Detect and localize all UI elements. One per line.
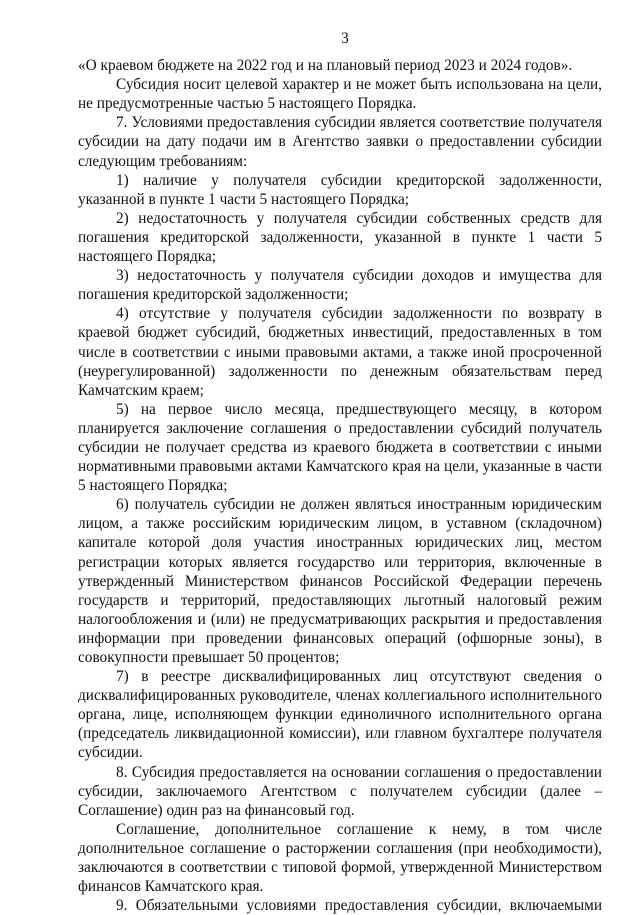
page-number: 3 <box>341 30 349 47</box>
paragraph-requirement-3: 3) недостаточность у получателя субсидии доходов и имущества для погашения кредиторской задолженности; <box>78 267 602 304</box>
paragraph-clause-7: 7. Условиями предоставления субсидии является соответствие получателя субсидии на дату подачи им в Агентство заявки о предоставлении субсидии следующим требованиям: <box>78 114 602 170</box>
paragraph-requirement-6: 6) получатель субсидии не должен являться иностранным юридическим лицом, а также российским юридическим лицом, в уставном (складочном) капитале которой доля участия иностранных юридических лиц, местом регистрации которых является государство или территория, включенные в утвержденный Министерством финансов Российской Федерации перечень государств и территорий, предоставляющих льготный налоговый режим налогообложения и (или) не предусматривающих раскрытия и предоставления информации при проведении финансовых операций (офшорные зоны), в совокупности превышает 50 процентов; <box>78 496 602 666</box>
paragraph-law-title-continuation: «О краевом бюджете на 2022 год и на плановый период 2023 и 2024 годов». <box>78 57 573 75</box>
paragraph-requirement-2: 2) недостаточность у получателя субсидии собственных средств для погашения кредиторской задолженности, указанной в пункте 1 части 5 настоящего Порядка; <box>78 209 602 266</box>
paragraph-requirement-4: 4) отсутствие у получателя субсидии задолженности по возврату в краевой бюджет субсидий, бюджетных инвестиций, предоставленных в том числе в соответствии с иными правовыми актами, а также иной просроченной (неурегулированной) задолженности по денежным обязательствам перед Камчатским краем; <box>78 305 602 399</box>
paragraph-clause-8: 8. Субсидия предоставляется на основании соглашения о предоставлении субсидии, заключаемого Агентством с получателем субсидии (далее – Соглашение) один раз на финансовый год. <box>78 763 602 819</box>
paragraph-requirement-7: 7) в реестре дисквалифицированных лиц отсутствуют сведения о дисквалифицированных руководителе, членах коллегиального исполнительного органа, лице, исполняющем функции единоличного исполнительного органа (председатель ликвидационной комиссии), или главном бухгалтере получателя субсидии. <box>78 668 602 762</box>
paragraph-purpose: Субсидия носит целевой характер и не может быть использована на цели, не предусмотренные частью 5 настоящего Порядка. <box>78 76 602 113</box>
paragraph-agreement: Соглашение, дополнительное соглашение к нему, в том числе дополнительное соглашение о расторжении соглашения (при необходимости), заключаются в соответствии с типовой формой, утвержденной Министерством финансов Камчатского края. <box>78 820 602 896</box>
paragraph-requirement-1: 1) наличие у получателя субсидии кредиторской задолженности, указанной в пункте 1 части 5 настоящего Порядка; <box>78 171 602 208</box>
paragraph-clause-9: 9. Обязательными условиями предоставления субсидии, включаемыми <box>116 897 602 915</box>
paragraph-requirement-5: 5) на первое число месяца, предшествующего месяцу, в котором планируется заключение соглашения о предоставлении субсидий получатель субсидии не получает средства из краевого бюджета в соответствии с иными нормативными правовыми актами Камчатского края на цели, указанные в части 5 настоящего Порядка; <box>78 400 602 495</box>
